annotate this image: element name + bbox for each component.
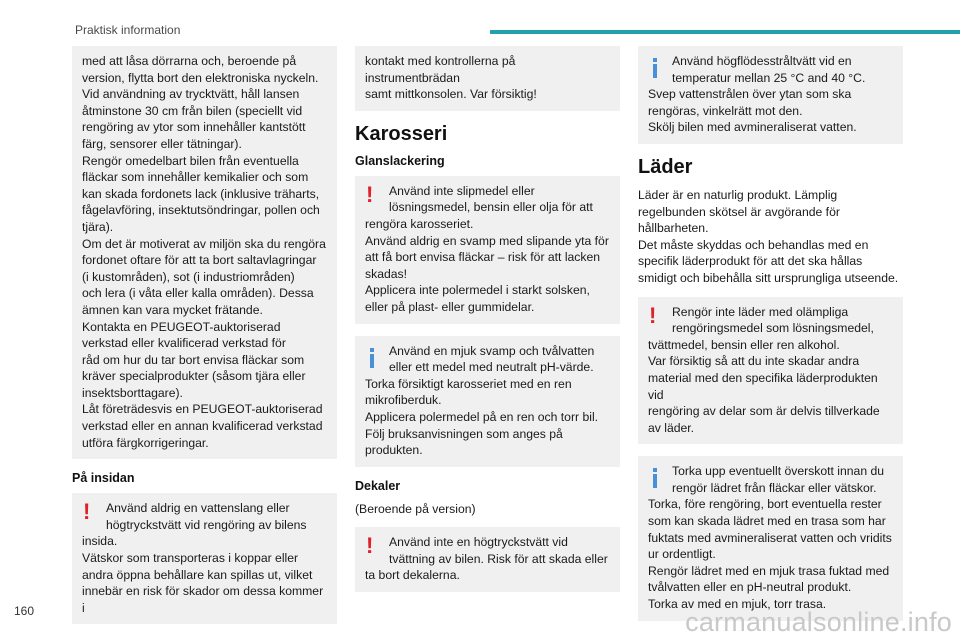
text-line: rengöring av delar som är delvis tillverkade [648,404,880,419]
text-line: tjära). [82,219,114,234]
text-line: Låt företrädesvis en PEUGEOT-auktoriserad [82,402,323,417]
watermark: carmanualsonline.info [685,607,952,637]
text-line: verkstad eller kvalificerad verkstad för [82,336,286,351]
text-line: Torka, före rengöring, bort eventuella rester [648,497,882,512]
warning-text [365,216,610,316]
column-3 [638,46,903,633]
warning-text [82,533,327,616]
warning-box-decals [355,527,620,592]
info-text [648,496,893,612]
warning-icon: ! [649,302,657,328]
warning-box-inside [72,493,337,624]
page-number: 160 [14,604,35,618]
text-line: åtminstone 30 cm från bilen (speciellt vid [82,103,303,118]
text-line: Applicera inte polermedel i starkt solsken, [365,283,590,298]
text-line: Läder är en naturlig produkt. Lämplig [638,187,838,202]
text-line: Svep vattenstrålen över ytan som ska [648,87,852,102]
text-line: mikrofiberduk. [365,393,442,408]
info-box-paint [355,336,620,467]
header-accent-bar [490,30,960,34]
text-line: Vätskor som transporteras i koppar eller [82,551,299,566]
text-line: Om det är motiverat av miljön ska du rengöra [82,236,326,251]
info-lead [648,53,893,86]
text-line: fågelavföring, insektutsöndringar, pollen och [82,203,320,218]
info-text [365,376,610,459]
heading-inside: På insidan [72,471,135,486]
text-line: eller på plast- eller gummidelar. [365,299,535,314]
text-line: högtryckstvätt vid rengöring av bilens [106,517,307,532]
text-line: fuktats med avmineraliserat vatten och vridits [648,530,892,545]
section-title-karosseri: Karosseri [355,122,448,145]
text-line: Använd inte slipmedel eller [389,183,535,198]
text-line: hållbarheten. [638,221,709,236]
header-title: Praktisk information [75,23,181,37]
text-line: samt mittkonsolen. Var försiktig! [365,87,537,102]
text-line: Rengör lädret med en mjuk trasa fuktad med [648,563,890,578]
warning-lead [365,534,610,567]
text-line: tvättmedel, bensin eller ren alkohol. [648,337,840,352]
text-line: Vid användning av trycktvätt, håll lansen [82,87,300,102]
cleaning-note-box [72,46,337,459]
text-line: Följ bruksanvisningen som anges på [365,426,563,441]
warning-lead [82,500,327,533]
text-line: Kontakta en PEUGEOT-auktoriserad [82,319,281,334]
text-line: temperatur mellan 25 °C and 40 °C. [672,70,866,85]
heading-dekaler: Dekaler [355,478,401,493]
warning-lead [365,183,610,216]
cleaning-note-text [82,53,327,451]
text-line: smidigt och bibehålla sitt ursprungliga utseende. [638,270,899,285]
continuation-text [365,53,610,103]
text-line: ta bort dekalerna. [365,568,460,583]
text-line: Rengör omedelbart bilen från eventuella [82,153,299,168]
warning-box-paint [355,176,620,324]
column-1 [72,46,337,636]
continuation-box [355,46,620,111]
text-line: Var försiktig så att du inte skadar andra [648,354,860,369]
text-line: specifik läderprodukt för att det ska hållas [638,254,863,269]
text-line: Använd inte en högtryckstvätt vid [389,535,568,550]
text-line: rengöra karosseriet. [365,216,474,231]
text-line: ämnen kan vara mycket frätande. [82,302,263,317]
info-icon [653,468,657,486]
text-line: Skölj bilen med avmineraliserat vatten. [648,120,857,135]
text-line: lösningsmedel, bensin eller olja för att [389,200,593,215]
info-lead [365,343,610,376]
warning-text [648,337,893,437]
text-line: version, flytta bort den elektroniska nyckeln. [82,70,319,85]
text-line: eller ett medel med neutralt pH-värde. [389,360,594,375]
text-line: insida. [82,534,118,549]
text-line: rengöras, vinkelrätt mot den. [648,103,803,118]
text-line: Använd aldrig en svamp med slipande yta för [365,233,609,248]
text-line: ur ordentligt. [648,547,716,562]
text-line: Använd högflödesstråltvätt vid en [672,54,852,68]
text-line: Applicera polermedel på en ren och torr bil. [365,409,599,424]
text-line: kan skada fordonets lack (inklusive träharts, [82,186,320,201]
section-title-lader: Läder [638,155,693,178]
text-line: Använd en mjuk svamp och tvålvatten [389,343,595,358]
text-line: och lera (i våta eller kalla områden). Dessa [82,286,314,301]
text-line: Det måste skyddas och behandlas med en [638,237,869,252]
text-line: råd om hur du tar bort envisa fläckar som [82,352,305,367]
text-line: tvättning av bilen. Risk för att skada eller [389,551,608,566]
warning-box-leather [638,297,903,445]
text-line: Torka upp eventuellt överskott innan du [672,464,885,479]
text-line: av läder. [648,420,695,435]
column-2 [355,46,620,604]
text-line: regelbunden skötsel är avgörande för [638,204,840,219]
info-box-leather [638,456,903,620]
warning-text [365,567,610,584]
text-line: Torka av med en mjuk, torr trasa. [648,597,827,612]
info-box-wash [638,46,903,144]
leather-intro [638,187,903,287]
text-line: kontakt med kontrollerna på instrumentbrädan [365,54,516,85]
text-line: färg, sensorer eller tätningar). [82,136,242,151]
text-line: skadas! [365,266,408,281]
text-line: rengöringsmedel som lösningsmedel, [672,321,874,336]
text-line: produkten. [365,443,423,458]
text-line: Torka försiktigt karosseriet med en ren [365,376,572,391]
text-line: kräver specialprodukter (såsom tjära eller [82,369,306,384]
text-line: tvålvatten eller en pH-neutral produkt. [648,580,852,595]
text-line: material med den specifika läderprodukten vid [648,370,878,402]
text-line: fläckar som innehåller kemikalier och som [82,170,309,185]
text-line: andra öppna behållare kan spillas ut, vilket [82,567,313,582]
info-icon [370,348,374,366]
text-line: som kan skada lädret med en trasa som har [648,514,886,529]
text-line: rengöring av ytor som innehåller kantstött [82,120,306,135]
text-line: rengör lädret från fläckar eller vätskor. [672,480,877,495]
text-line: insektsborttagare). [82,385,183,400]
text-line: verkstad eller en annan kvalificerad verkstad [82,419,323,434]
heading-glanslackering: Glanslackering [355,153,445,168]
text-line: innebär en risk för skador om dessa kommer i [82,584,324,615]
warning-lead [648,304,893,337]
text-line: (i kustområden), sot (i industriområden) [82,269,295,284]
info-icon [653,58,657,76]
text-line: att få bort envisa fläckar – risk för att lacken [365,250,601,265]
warning-icon: ! [366,533,374,559]
warning-icon: ! [83,499,91,525]
info-lead [648,463,893,496]
text-line: Använd aldrig en vattenslang eller [106,501,290,516]
text-line: med att låsa dörrarna och, beroende på [82,54,297,68]
text-line: utföra färgkorrigeringar. [82,435,209,450]
text-line: Rengör inte läder med olämpliga [672,304,849,319]
info-text [648,86,893,136]
text-line: fordonet oftare för att ta bort saltavlagringar [82,253,317,268]
version-note: (Beroende på version) [355,501,476,516]
warning-icon: ! [366,181,374,207]
